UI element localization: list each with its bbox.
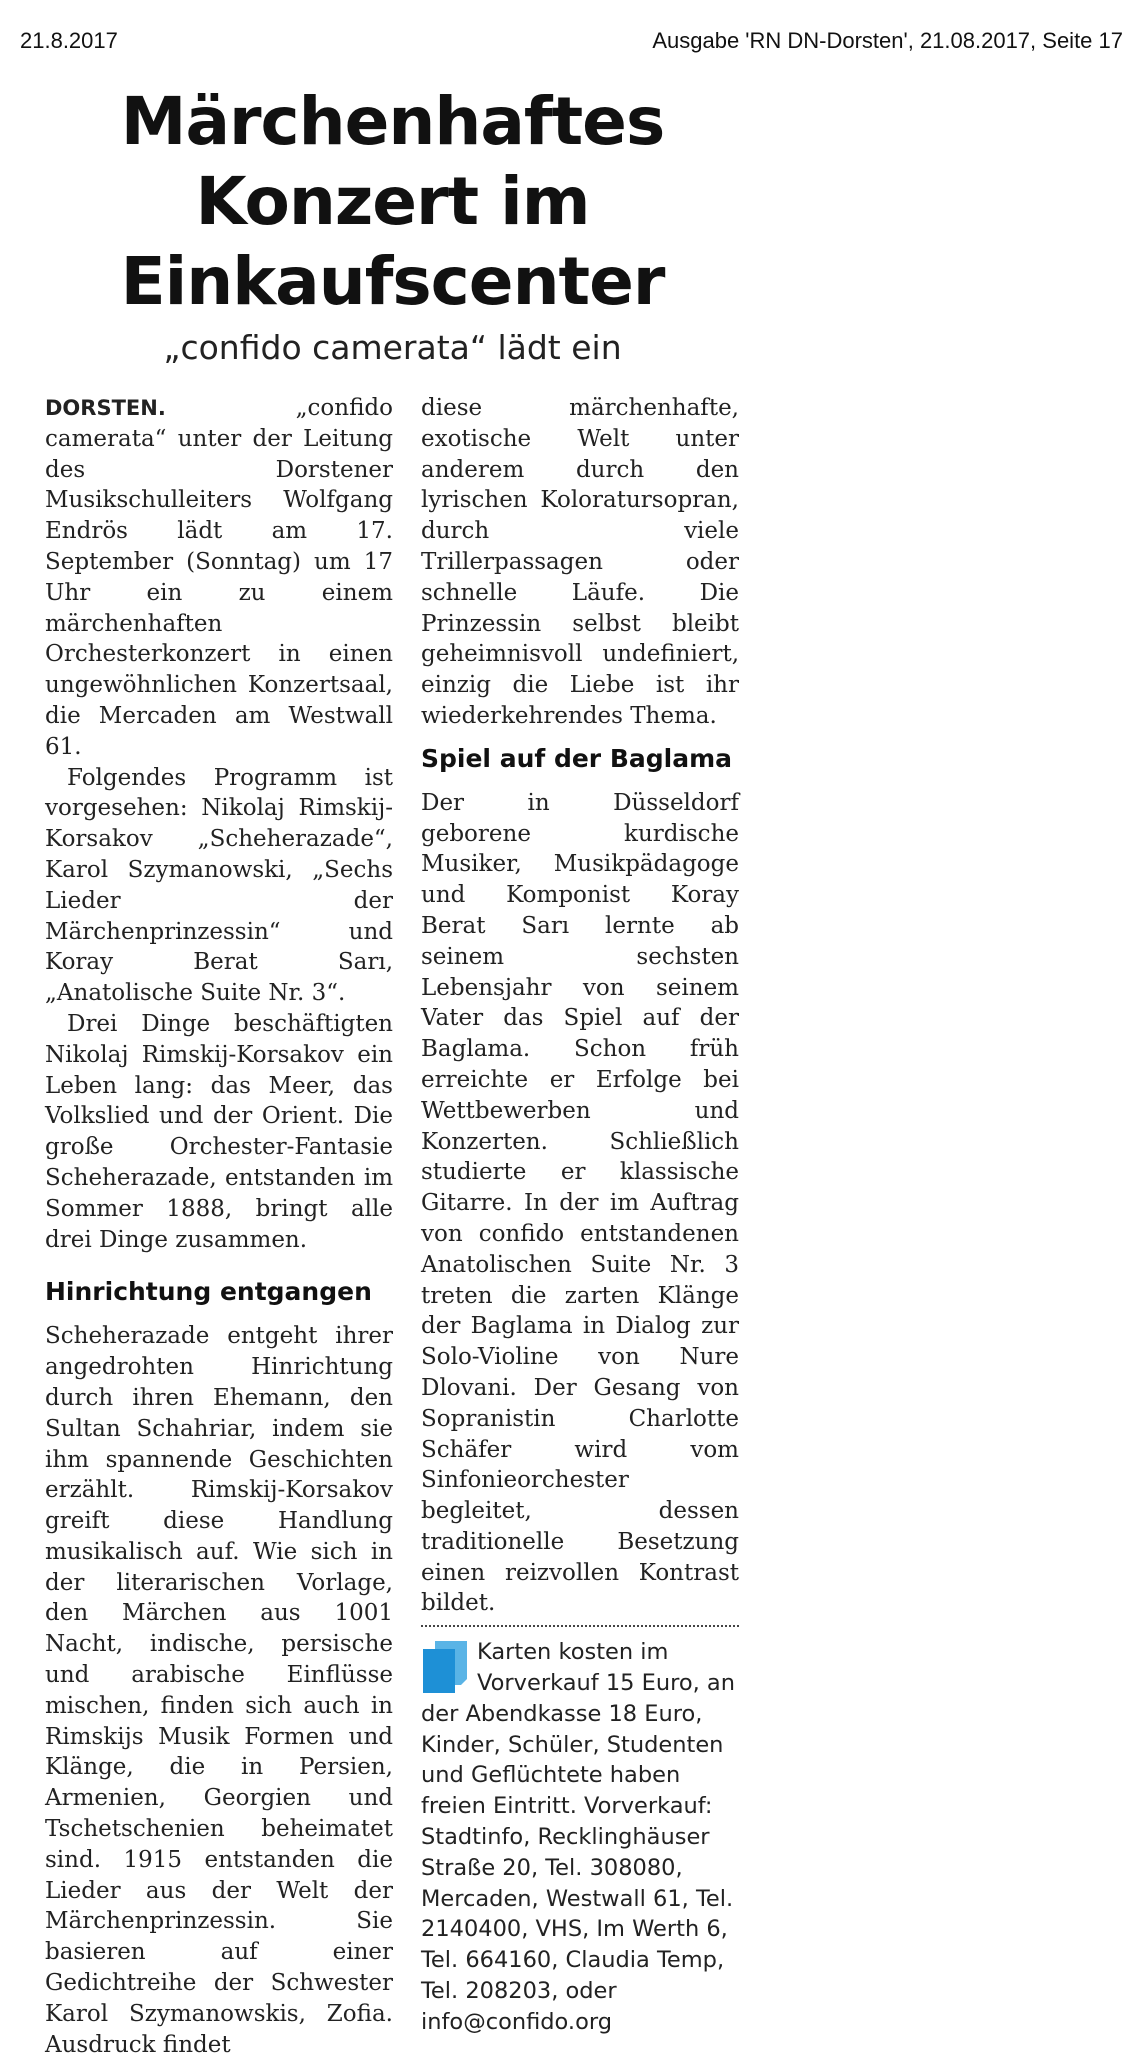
ticket-icon [421,1639,469,1695]
print-date: 21.8.2017 [20,28,118,53]
baglama-paragraph: Der in Düsseldorf geborene kurdische Musiker, Musikpädagoge und Komponist Koray Berat Sarı lernte ab seinem sechsten Lebensjahr von seinem Vater das Spiel auf der Baglama. Schon früh erreichte er Erfolge bei Wettbewerben und Konzerten. Schließlich studierte er klassische Gitarre. In der im Auftrag von confido entstandenen Anatolischen Suite Nr. 3 treten die zarten Klänge der Baglama in Dialog zur Solo-Violine von Nure Dlovani. Der Gesang von Sopranistin Charlotte Schäfer wird vom Sinfonieorchester begleitet, dessen traditionelle Besetzung einen reizvollen Kontrast bildet. [421,789,739,1617]
intro-paragraph [45,393,393,763]
subhead-baglama: Spiel auf der Baglama [421,743,733,773]
ticket-info-text: Karten kosten im Vorverkauf 15 Euro, an der Abendkasse 18 Euro, Kinder, Schüler, Studenten und Geflüchtete haben freien Eintritt. Vorverkauf: Stadtinfo, Recklinghäuser Straße 20, Tel. 308080, Mercaden, Westwall 61, Tel. 2140400, VHS, Im Werth 6, Tel. 664160, Claudia Temp, Tel. 208203, oder info@confido.org [421,1639,735,2035]
edition-info: Ausgabe 'RN DN-Dorsten', 21.08.2017, Seite 17 [652,28,1123,53]
three-things-paragraph: Drei Dinge beschäftigten Nikolaj Rimskij-Korsakov ein Leben lang: das Meer, das Volkslied und der Orient. Die große Orchester-Fantasie Scheherazade, entstanden im Sommer 1888, bringt alle drei Dinge zusammen. [45,1010,393,1253]
program-paragraph: Folgendes Programm ist vorgesehen: Nikolaj Rimskij-Korsakov „Scheherazade“, Karol Szymanowski, „Sechs Lieder der Märchenprinzessin“ und Koray Berat Sarı, „Anatolische Suite Nr. 3“. [45,764,393,1007]
article-column-right [421,393,739,2038]
dateline: DORSTEN. [45,396,166,420]
article-subheadline: „confido camerata“ lädt ein [163,328,622,367]
article-column-left [45,393,393,2060]
ticket-info-box [421,1637,739,2037]
article-headline: Märchenhaftes Konzert im Einkaufscenter [120,83,665,320]
subhead-hinrichtung: Hinrichtung entgangen [45,1277,372,1307]
divider [421,1625,739,1627]
continuation-paragraph: diese märchenhafte, exotische Welt unter anderem durch den lyrischen Koloratursopran, durch viele Trillerpassagen oder schnelle Läufe. Die Prinzessin selbst bleibt geheimnisvoll undefiniert, einzig die Liebe ist ihr wiederkehrendes Thema. [421,395,739,729]
intro-text: „confido camerata“ unter der Leitung des Dorstener Musikschulleiters Wolfgang Endrös lädt am 17. September (Sonntag) um 17 Uhr ein zu einem märchenhaften Orchesterkonzert in einen ungewöhnlichen Konzertsaal, die Mercaden am Westwall 61. [45,395,393,760]
scheherazade-paragraph: Scheherazade entgeht ihrer angedrohten Hinrichtung durch ihren Ehemann, den Sultan Schahriar, indem sie ihm spannende Geschichten erzählt. Rimskij-Korsakov greift diese Handlung musikalisch auf. Wie sich in der literarischen Vorlage, den Märchen aus 1001 Nacht, indische, persische und arabische Einflüsse mischen, finden sich auch in Rimskijs Musik Formen und Klänge, die in Persien, Armenien, Georgien und Tschetschenien beheimatet sind. 1915 entstanden die Lieder aus der Welt der Märchenprinzessin. Sie basieren auf einer Gedichtreihe der Schwester Karol Szymanowskis, Zofia. Ausdruck findet [45,1323,393,2058]
